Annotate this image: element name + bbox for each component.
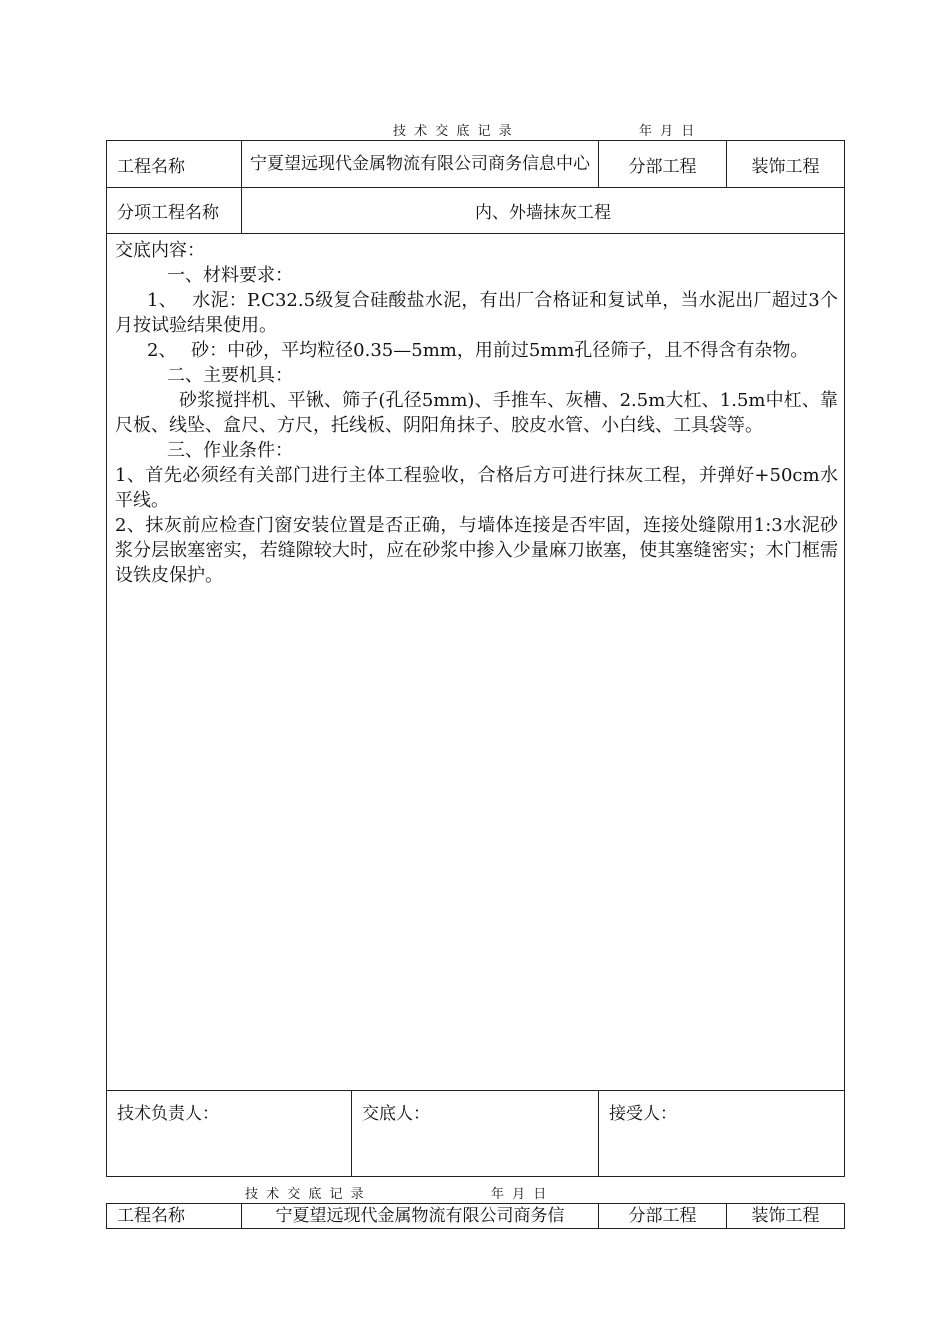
section-materials-title: 一、材料要求： [167, 265, 293, 286]
subitem-name-value: 内、外墙抹灰工程 [242, 188, 845, 234]
record2-division-value: 装饰工程 [727, 1204, 845, 1229]
tools-list: 砂浆搅拌机、平锹、筛子(孔径5mm)、手推车、灰槽、2.5m大杠、1.5m中杠、靠尺板、线坠、盒尺、方尺，托线板、阴阳角抹子、胶皮水管、小白线、工具袋等。 [115, 390, 839, 436]
receiver-signature: 接受人： [599, 1091, 845, 1177]
record2-header-date: 年 月 日 [491, 1187, 549, 1202]
section-conditions-title: 三、作业条件： [167, 440, 293, 461]
condition-item-2: 2、抹灰前应检查门窗安装位置是否正确，与墙体连接是否牢固，连接处缝隙用1:3水泥砂浆分层嵌塞密实，若缝隙较大时，应在砂浆中掺入少量麻刀嵌塞，使其塞缝密实；木门框需设铁皮保护。 [115, 515, 839, 586]
record1-header-date: 年 月 日 [639, 124, 697, 139]
record1-header [393, 120, 697, 139]
record2-project-name-label: 工程名称 [107, 1204, 242, 1229]
record1-header-title: 技 术 交 底 记 录 [393, 124, 514, 139]
record1-table [106, 140, 845, 1177]
disclosure-content [107, 234, 845, 1091]
project-name-value: 宁夏望远现代金属物流有限公司商务信息中心 [242, 141, 599, 188]
record2-table [106, 1203, 845, 1229]
material-item-cement: 1、 水泥：P.C32.5级复合硅酸盐水泥，有出厂合格证和复试单，当水泥出厂超过3个月按试验结果使用。 [115, 290, 839, 336]
section-tools-title: 二、主要机具： [167, 365, 293, 386]
tech-lead-signature: 技术负责人： [107, 1091, 352, 1177]
record2-header [245, 1183, 549, 1202]
division-label: 分部工程 [599, 141, 727, 188]
condition-item-1: 1、首先必须经有关部门进行主体工程验收，合格后方可进行抹灰工程，并弹好+50cm水平线。 [115, 465, 839, 511]
record2-project-name-value: 宁夏望远现代金属物流有限公司商务信 [242, 1204, 599, 1229]
content-heading: 交底内容： [115, 240, 205, 261]
record2-header-title: 技 术 交 底 记 录 [245, 1187, 366, 1202]
project-name-label: 工程名称 [107, 141, 242, 188]
division-value: 装饰工程 [727, 141, 845, 188]
material-item-sand: 2、 砂：中砂，平均粒径0.35—5mm，用前过5mm孔径筛子，且不得含有杂物。 [147, 340, 809, 361]
record2-division-label: 分部工程 [599, 1204, 727, 1229]
discloser-signature: 交底人： [352, 1091, 599, 1177]
subitem-name-label: 分项工程名称 [107, 188, 242, 234]
